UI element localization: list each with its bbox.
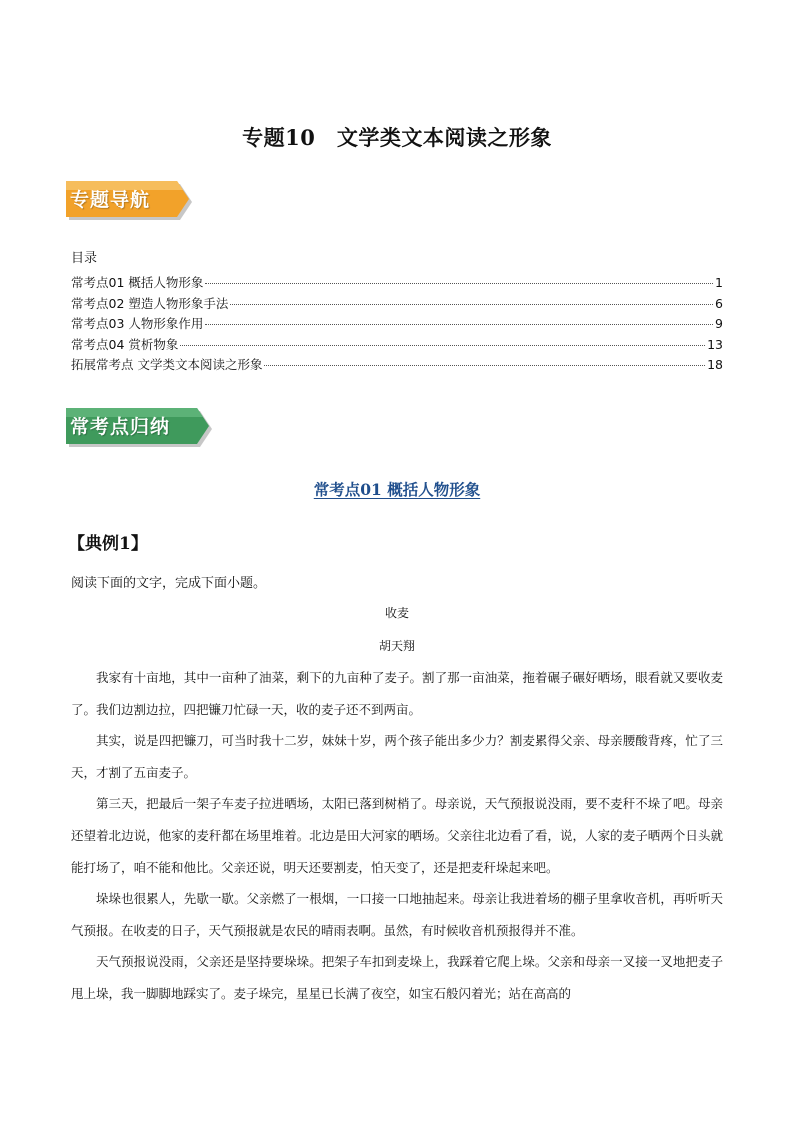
toc-item-page: 13	[707, 336, 723, 352]
toc-item[interactable]	[71, 314, 723, 335]
story-paragraph: 垛垛也很累人，先歇一歇。父亲燃了一根烟，一口接一口地抽起来。母亲让我进着场的棚子里拿收音机，再听听天气预报。在收麦的日子，天气预报就是农民的晴雨表啊。虽然，有时候收音机预报得并不准。	[71, 891, 723, 938]
toc-item-page: 1	[715, 275, 723, 290]
toc-item-page: 18	[707, 357, 723, 372]
story-paragraph: 我家有十亩地，其中一亩种了油菜，剩下的九亩种了麦子。割了那一亩油菜，拖着碾子碾好晒场，眼看就又要收麦了。我们边割边拉，四把镰刀忙碌一天，收的麦子还不到两亩。	[71, 670, 723, 717]
toc-item[interactable]	[71, 294, 723, 315]
toc-item-page: 6	[715, 295, 723, 311]
toc-item-label: 拓展常考点 文学类文本阅读之形象	[71, 357, 263, 372]
topic-navigation-label: 专题导航	[70, 189, 151, 211]
story-paragraph: 第三天，把最后一架子车麦子拉进晒场，太阳已落到树梢了。母亲说，天气预报说没雨，要不麦秆不垛了吧。母亲还望着北边说，他家的麦秆都在场里堆着。北边是田大河家的晒场。父亲往北边看了看，说，人家的麦子晒两个日头就能打场了，咱不能和他比。父亲还说，明天还要割麦，怕天变了，还是把麦秆垛起来吧。	[71, 796, 723, 875]
toc-item-label: 常考点02 塑造人物形象手法	[71, 295, 229, 311]
toc-leader-dots	[180, 345, 705, 346]
toc-item-label: 常考点04 赏析物象	[71, 336, 179, 352]
topic-navigation-banner	[66, 181, 194, 221]
toc-item-label: 常考点01 概括人物形象	[71, 275, 204, 290]
toc-item[interactable]	[71, 335, 723, 356]
instruction-text: 阅读下面的文字，完成下面小题。	[71, 576, 267, 591]
toc-leader-dots	[264, 365, 705, 366]
story-paragraph: 其实，说是四把镰刀，可当时我十二岁，妹妹十岁，两个孩子能出多少力？割麦累得父亲、母亲腰酸背疼，忙了三天，才割了五亩麦子。	[71, 733, 723, 780]
section-title: 常考点01 概括人物形象	[313, 480, 481, 499]
toc-item-label: 常考点03 人物形象作用	[71, 316, 204, 331]
story-body	[71, 662, 723, 1010]
key-points-summary-label: 常考点归纳	[70, 416, 171, 438]
example-label: 【典例1】	[68, 534, 148, 554]
toc-leader-dots	[205, 324, 713, 325]
toc-leader-dots	[230, 304, 713, 305]
toc-item-page: 9	[715, 316, 723, 331]
page-title: 专题10 文学类文本阅读之形象	[242, 125, 552, 150]
toc-leader-dots	[205, 283, 713, 284]
toc-item[interactable]	[71, 273, 723, 294]
key-points-summary-banner	[66, 408, 214, 448]
story-title: 收麦	[384, 606, 409, 620]
toc-item[interactable]	[71, 355, 723, 376]
story-author: 胡天翔	[378, 639, 415, 653]
table-of-contents	[71, 273, 723, 376]
story-paragraph: 天气预报说没雨，父亲还是坚持要垛垛。把架子车扣到麦垛上，我踩着它爬上垛。父亲和母亲一叉接一叉地把麦子甩上垛，我一脚脚地踩实了。麦子垛完，星星已长满了夜空，如宝石般闪着光；站在高高的	[71, 954, 723, 1001]
toc-heading: 目录	[71, 251, 98, 266]
